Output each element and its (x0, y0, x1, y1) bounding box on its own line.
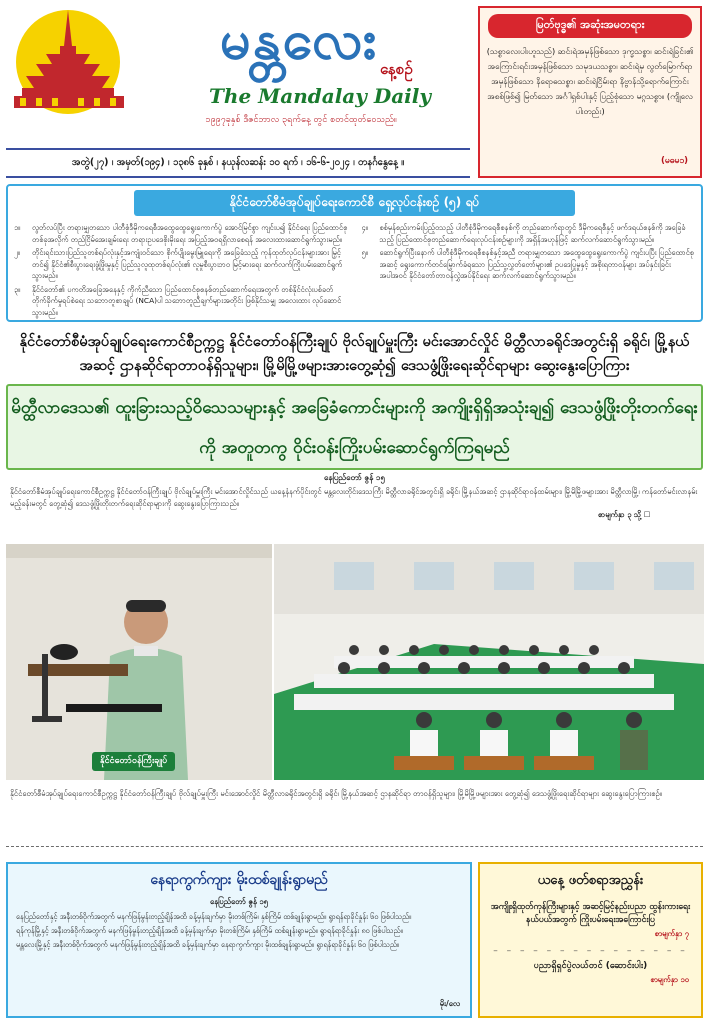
masthead-established: ၁၉၉၇ခုနှစ် ဒီဇင်ဘာလ ၃ရက်နေ့ တွင် စတင်ထုတ်ဝေသည်။ (205, 115, 397, 125)
weather-mandalay: မန္တလေးမြို့နှင့် အနီးတစ်ဝိုက်အတွက် မနက်ဖြန်မွန်းတည့်ချိန်အထိ ခန့်မှန်းချက်မှာ နေရာကွက်ကျား မိုးထစ်ချုန်းရွာမည်။ ရွာရန်ရာခိုင်နှုန်း ၆၀ ဖြစ်ပါသည်။ (16, 940, 400, 949)
future-programmes-left-column (14, 222, 348, 320)
buddha-teaching-source: (မဓမ၁) (660, 156, 688, 166)
section-divider (6, 846, 703, 847)
weather-dateline: နေပြည်တော် ဇွန် ၁၅ (210, 897, 268, 906)
weather-heading: နေရာကွက်ကျား မိုးထစ်ချုန်းရွာမည် (150, 872, 328, 888)
programme-item (362, 222, 696, 245)
index-item-page[interactable]: စာမျက်နှာ ၁၀ (650, 975, 689, 984)
masthead-title-english: The Mandalay Daily (209, 84, 431, 108)
index-divider: – – – – – – – – – – – – – – – (493, 946, 688, 956)
future-programmes-right-column (362, 222, 696, 320)
weather-yangon: ရန်ကုန်မြို့နှင့် အနီးတစ်ဝိုက်အတွက် မနက်ဖြန်မွန်းတည့်ချိန်အထိ ခန့်မှန်းချက်မှာ မိုးတစ်ကြိမ်၊ နှစ်ကြိမ် ထစ်ချုန်းရွာမည်။ ရွာရန်ရာခိုင်နှုန်း ၈၀ ဖြစ်ပါသည်။ (16, 926, 403, 935)
audience-illustration (274, 544, 704, 780)
photo-audience (274, 544, 704, 780)
future-programmes-box (6, 184, 703, 322)
masthead-title-myanmar: မန္တလေး (219, 7, 379, 71)
programme-number: ၁။ (14, 223, 21, 232)
programme-item (362, 247, 696, 282)
future-programmes-heading: နိုင်ငံတော်စီမံအုပ်ချုပ်ရေးကောင်စီ ရှေ့လုပ်ငန်းစဉ် (၅) ရပ် (134, 190, 575, 216)
programme-text: စစ်မှန်စည်းကမ်းပြည့်ဝသည့် ပါတီစုံဒီမိုကရေစီစနစ်ကို တည်ဆောက်ရာတွင် ဒီမိုကရေစီနှင့် ဖက်ဒရယ်စနစ်ကို အခြေခံသည့် ပြည်ထောင်စုတည်ဆောက်ရေးလုပ်ငန်းစဉ်များကို အရှိန်အဟုန်ဖြင့် ဆက်လက်ဆောင်ရွက်သွားမည်။ (379, 223, 686, 244)
programme-text: နိုင်ငံတော်၏ ပကတိအခြေအနေနှင့် ကိုက်ညီသော ပြည်ထောင်စုစနစ်တည်ဆောက်ရေးအတွက် တစ်နိုင်ငံလုံးပစ်ခတ်တိုက်ခိုက်မှုရပ်စဲရေး သဘောတူစာချုပ် (NCA)ပါ သဘောတူညီချက်များအတိုင်း ဖြစ်နိုင်သမျှ အလေးထား လုပ်ဆောင်သွားမည်။ (32, 284, 342, 317)
index-item-page[interactable]: စာမျက်နှာ ၇ (654, 929, 689, 938)
issue-info-bar: အတွဲ(၂၇) ၊ အမှတ်(၁၉၄) ၊ ၁၃၈၆ ခုနှစ် ၊ နယုန်လဆန်း ၁၀ ရက် ၊ ၁၆-၆-၂၀၂၄ ၊ တနင်္ဂနွေနေ့ ။ (6, 148, 470, 178)
programme-number: ၅။ (361, 248, 368, 257)
pagoda-emblem-logo (6, 6, 132, 116)
weather-source: မိုး/လေ (439, 999, 460, 1008)
lead-body: နိုင်ငံတော်စီမံအုပ်ချုပ်ရေးကောင်စီဥက္ကဋ္ဌ နိုင်ငံတော်ဝန်ကြီးချုပ် ဗိုလ်ချုပ်မှူးကြီး မင်းအောင်လှိုင်သည် ယနေ့နံနက်ပိုင်းတွင် မန္တလေးတိုင်းဒေသကြီး မိတ္ထီလာခရိုင်အတွင်းရှိ ခရိုင်၊ မြို့နယ်အဆင့် ဌာနဆိုင်ရာဝန်ထမ်းများ၊ မြို့မိမြို့ဖများအား မိတ္ထီလာမြို့၊ ကန်တော်မင်းလာနမ်းမည့်ခန်းမတွင် တွေ့ဆုံ၍ ဒေသဖွံ့ဖြိုးတိုးတက်ရေးဆိုင်ရာများကို ဆွေးနွေးပြောကြားသည်။ (10, 487, 698, 508)
photo-speaker (6, 544, 272, 780)
lead-continued-link[interactable]: စာမျက်နှာ ၃ သို့ ☐ (598, 510, 651, 519)
index-heading: ယနေ့ ဖတ်စရာအညွှန်း (537, 873, 644, 888)
photo-caption: နိုင်ငံတော်စီမံအုပ်ချုပ်ရေးကောင်စီဥက္ကဋ္ဌ နိုင်ငံတော်ဝန်ကြီးချုပ် ဗိုလ်ချုပ်မှူးကြီး မင်းအောင်လှိုင် မိတ္ထီလာခရိုင်အတွင်းရှိ ခရိုင်၊ မြို့နယ်အဆင့် ဌာနဆိုင်ရာ တာဝန်ရှိသူများ၊ မြို့မိမြို့ဖများအား တွေ့ဆုံ၍ ဒေသဖွံ့ဖြိုးရေးဆိုင်ရာများ ဆွေးနွေးပြောကြားစဉ်။ (10, 789, 663, 798)
todays-reading-index (478, 862, 703, 1018)
buddha-teaching-body: (သစ္စာလေးပါးဟူသည်) ဆင်းရဲအမှန်ဖြစ်သော ဒုက္ခသစ္စာ၊ ဆင်းရဲခြင်း၏ အကြောင်းရင်းအမှန်ဖြစ်သော သမုဒယသစ္စာ၊ ဆင်းရဲမှ လွတ်မြောက်ရာအမှန်ဖြစ်သော နိရောဓသစ္စာ၊ ဆင်းရဲငြိမ်းရာ နိဗ္ဗာန်သို့ရောက်ကြောင်း အစစ်ဖြစ်၍ မြတ်သော အင်္ဂါရှစ်ပါးနှင့် ပြည့်စုံသော မဂ္ဂသစ္စာ။ (ကျိုလေပါးတည်း) (486, 46, 694, 116)
lead-headline: နိုင်ငံတော်စီမံအုပ်ချုပ်ရေးကောင်စီဥက္ကဋ္ဌ နိုင်ငံတော်ဝန်ကြီးချုပ် ဗိုလ်ချုပ်မှူးကြီး မင်းအောင်လှိုင် မိတ္ထီလာခရိုင်အတွင်းရှိ ခရိုင်၊ မြို့နယ်အဆင့် ဌာနဆိုင်ရာတာဝန်ရှိသူများ၊ မြို့မိမြို့ဖများအားတွေ့ဆုံ၍ ဒေသဖွံ့ဖြိုးရေးဆိုင်ရာများ ဆွေးနွေးပြောကြား (19, 334, 690, 374)
buddha-teaching-heading: မြတ်ဗုဒ္ဓ၏ အဆုံးအမတရား (488, 14, 692, 38)
photo-caption-tag: နိုင်ငံတော်ဝန်ကြီးချုပ် (92, 752, 175, 771)
speaker-illustration (6, 544, 272, 780)
programme-item (14, 222, 348, 245)
weather-box (6, 862, 472, 1018)
buddha-teaching-box (478, 6, 702, 178)
lead-subheadline: မိတ္ထီလာဒေသ၏ ထူးခြားသည့်ဝိသေသများနှင့် အခြေခံကောင်းများကို အကျိုးရှိရှိအသုံးချ၍ ဒေသဖွံ့ဖြိုးတိုးတက်ရေးကို အတူတကွ ဝိုင်းဝန်းကြိုးပမ်းဆောင်ရွက်ကြရမည် (6, 384, 703, 470)
weather-naypyitaw: နေပြည်တော်နှင့် အနီးတစ်ဝိုက်အတွက် မနက်ဖြန်မွန်းတည့်ချိန်အထိ ခန့်မှန်းချက်မှာ မိုးတစ်ကြိမ်၊ နှစ်ကြိမ် ထစ်ချုန်းရွာမည်။ ရွာရန်ရာခိုင်နှုန်း ၆၀ ဖြစ်ပါသည်။ (16, 912, 412, 921)
lead-dateline: နေပြည်တော် ဇွန် ၁၅ (323, 473, 385, 482)
programme-number: ၄။ (361, 223, 368, 232)
programme-item (14, 247, 348, 282)
programme-text: ဆောင်ရွက်ပြီးနောက် ပါတီစုံဒီမိုကရေစီစနစ်နှင့်အညီ တရားမျှတသော အထွေထွေရွေးကောက်ပွဲ ကျင်းပပြီး ပြည်ထောင်စုအဆင့် ရွေးကောက်တင်မြှောက်ခံရသော ပြည်သူ့လွှတ်တော်များ၏ ဥပဒေပြုမှုနှင့် အစိုးရတာဝန်များ အပ်နှင်းခြင်းအပါအဝင် နိုင်ငံတော်တာဝန်လွှဲအပ်နိုင်ရေး ဆက်လက်ဆောင်ရွက်သွားမည်။ (379, 248, 694, 280)
index-item-title[interactable]: အကျိုးရှိထုတ်ကုန်ကြီးများနှင့် အဆင့်မြင့်နည်းပညာ ထွန်းကားရေးနယ်ပယ်အတွက် ကြိုးပမ်းရေးအကြောင်းပြ (490, 902, 691, 925)
programme-number: ၃။ (14, 284, 21, 294)
programme-item (14, 284, 348, 319)
masthead-title-daily: နေ့စဉ် (380, 60, 413, 78)
programme-number: ၂။ (14, 248, 20, 257)
index-item-title[interactable]: ပညာရှိရှင်ပွဲလယ်တင် (ဆောင်းပါး) (533, 961, 648, 971)
programme-text: လွတ်လပ်ပြီး တရားမျှတသော ပါတီစုံဒီမိုကရေစီအထွေထွေရွေးကောက်ပွဲ အောင်မြင်စွာ ကျင်းပ၍ နိုင်ငံရေး ပြည်ထောင်စုတစ်ခုအလိုက် တည်ငြိမ်အေးချမ်းရေး တရားဥပဒေစိုးမိုးရေး အပြည့်အဝရရှိလာစေရန် အလေးထားဆောင်ရွက်သွားမည်။ (32, 223, 348, 244)
programme-text: တိုင်းရင်းသားပြည်သူတစ်ရပ်လုံးနှင့်အကျုံးဝင်သော စိုက်ပျိုးမွေးမြူရေးကို အခြေခံသည့် ကုန်ထုတ်လုပ်ငန်းများအား မြှင့်တင်၍ နိုင်ငံ၏စီးပွားရေးဖွံ့ဖြိုးမှုနှင့် ပြည်သူလူထုတစ်ရပ်လုံး၏ လူမှုစီးပွားဘဝ မြင့်မားရေး ဆက်လက်ကြိုးပမ်းဆောင်ရွက်သွားမည်။ (32, 248, 343, 280)
